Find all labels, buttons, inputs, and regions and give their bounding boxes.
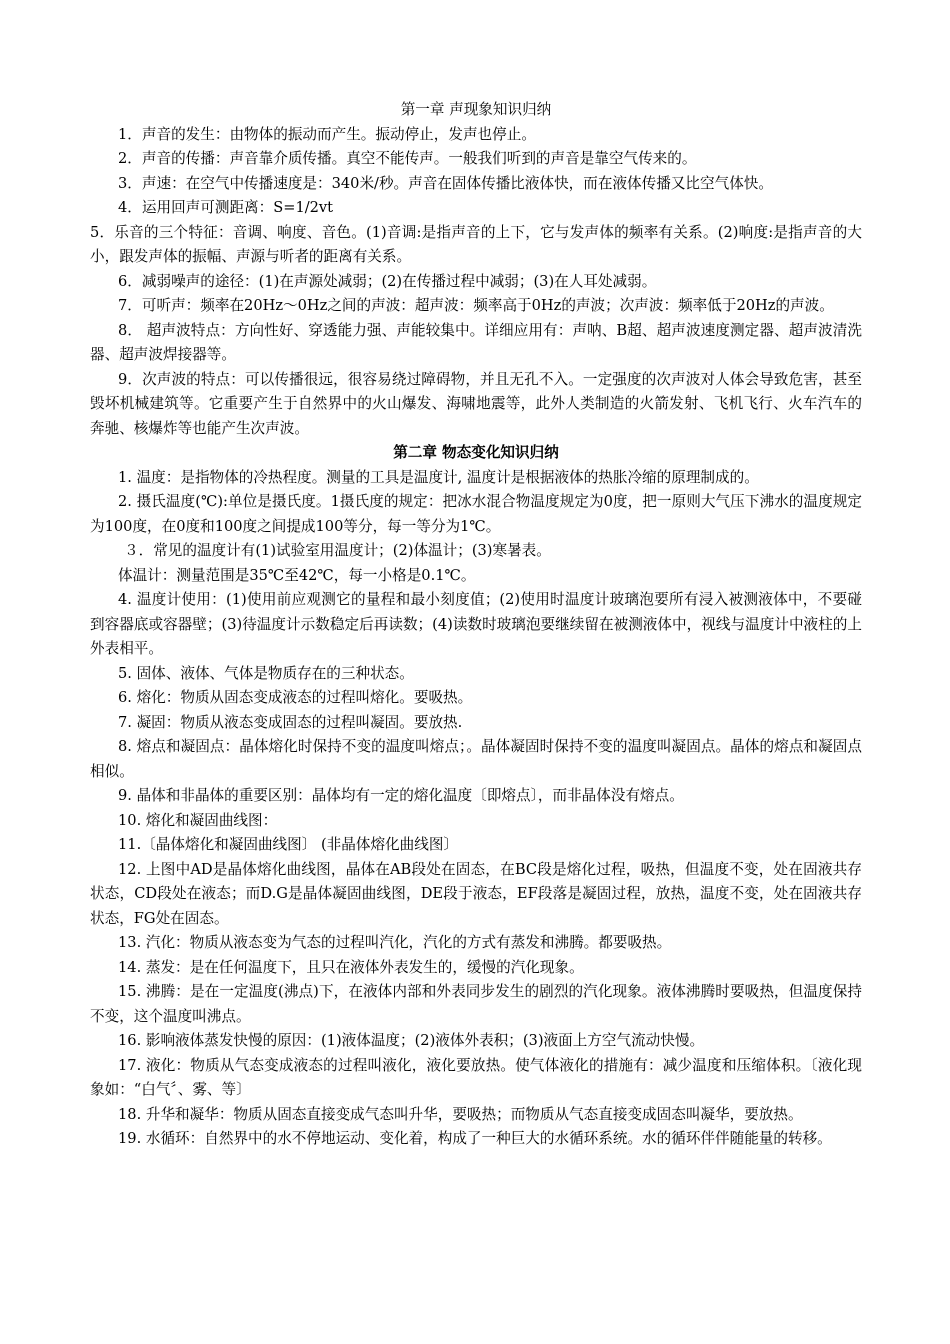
ch1-item-7: 7．可听声：频率在20Hz～0Hz之间的声波：超声波：频率高于0Hz的声波；次声波：频率低于20Hz的声波。 <box>118 297 834 314</box>
ch1-item-8: 8． 超声波特点：方向性好、穿透能力强、声能较集中。详细应用有：声呐、B超、超声波速度测定器、超声波清洗器、超声波焊接器等。 <box>90 321 862 363</box>
ch2-item-13: 13. 汽化：物质从液态变为气态的过程叫汽化，汽化的方式有蒸发和沸腾。都要吸热。 <box>118 934 672 951</box>
ch2-item-8: 8. 熔点和凝固点：晶体熔化时保持不变的温度叫熔点；。晶体凝固时保持不变的温度叫凝固点。晶体的熔点和凝固点相似。 <box>90 738 862 780</box>
ch2-item-1: 1. 温度：是指物体的冷热程度。测量的工具是温度计, 温度计是根据液体的热胀冷缩的原理制成的。 <box>118 468 759 486</box>
ch2-item-5: 5. 固体、液体、气体是物质存在的三种状态。 <box>118 664 414 682</box>
ch1-item-1: 1．声音的发生：由物体的振动而产生。振动停止，发声也停止。 <box>118 125 536 143</box>
ch2-item-9: 9. 晶体和非晶体的重要区别：晶体均有一定的熔化温度〔即熔点〕，而非晶体没有熔点。 <box>118 787 684 804</box>
ch2-item-12: 12. 上图中AD是晶体熔化曲线图，晶体在AB段处在固态，在BC段是熔化过程，吸热，但温度不变，处在固液共存状态，CD段处在液态；而D.G是晶体凝固曲线图，DE段于液态，EF段落是凝固过程，放热，温度不变，处在固液共存状态，FG处在固态。 <box>90 860 862 927</box>
ch2-item-14: 14. 蒸发：是在任何温度下，且只在液体外表发生的，缓慢的汽化现象。 <box>118 958 584 976</box>
ch2-item-7: 7. 凝固：物质从液态变成固态的过程叫凝固。要放热. <box>118 713 463 731</box>
ch1-item-3: 3．声速：在空气中传播速度是：340米/秒。声音在固体传播比液体快，而在液体传播又比空气体快。 <box>118 174 773 192</box>
ch2-item-6: 6. 熔化：物质从固态变成液态的过程叫熔化。要吸热。 <box>118 689 473 706</box>
ch2-item-15: 15. 沸腾：是在一定温度(沸点)下，在液体内部和外表同步发生的剧烈的汽化现象。液体沸腾时要吸热，但温度保持不变，这个温度叫沸点。 <box>90 983 862 1025</box>
ch2-item-3-note: 体温计：测量范围是35℃至42℃，每一小格是0.1℃。 <box>118 566 476 584</box>
document-page <box>90 98 862 1152</box>
ch2-item-19: 19. 水循环：自然界中的水不停地运动、变化着，构成了一种巨大的水循环系统。水的循环伴伴随能量的转移。 <box>118 1130 832 1147</box>
ch2-item-3: ３．常见的温度计有(1)试验室用温度计；(2)体温计；(3)寒暑表。 <box>124 542 551 559</box>
ch1-item-5: 5．乐音的三个特征：音调、响度、音色。(1)音调:是指声音的上下，它与发声体的频率有关系。(2)响度:是指声音的大小，跟发声体的振幅、声源与听者的距离有关系。 <box>90 223 862 265</box>
ch2-item-16: 16. 影响液体蒸发快慢的原因：(1)液体温度；(2)液体外表积；(3)液面上方空气流动快慢。 <box>118 1032 705 1049</box>
ch2-item-11: 11.〔晶体熔化和凝固曲线图〕 (非晶体熔化曲线图〕 <box>118 836 459 853</box>
ch1-item-6: 6．减弱噪声的途径：(1)在声源处减弱；(2)在传播过程中减弱；(3)在人耳处减弱。 <box>118 272 657 290</box>
ch2-item-4: 4. 温度计使用：(1)使用前应观测它的量程和最小刻度值；(2)使用时温度计玻璃泡要所有浸入被测液体中，不要碰到容器底或容器壁；(3)待温度计示数稳定后再读数；(4)读数时玻璃泡要继续留在被测液体中，视线与温度计中液柱的上外表相平。 <box>90 591 862 657</box>
ch2-item-10: 10. 熔化和凝固曲线图： <box>118 811 278 829</box>
ch1-item-9: 9．次声波的特点：可以传播很远，很容易绕过障碍物，并且无孔不入。一定强度的次声波对人体会导致危害，甚至毁坏机械建筑等。它重要产生于自然界中的火山爆发、海啸地震等，此外人类制造的火箭发射、飞机飞行、火车汽车的奔驰、核爆炸等也能产生次声波。 <box>90 370 862 437</box>
ch1-item-4: 4．运用回声可测距离：S=1/2vt <box>118 199 334 216</box>
chapter-1-title: 第一章 声现象知识归纳 <box>400 101 552 118</box>
ch2-item-17: 17. 液化：物质从气态变成液态的过程叫液化，液化要放热。使气体液化的措施有：减少温度和压缩体积。〔液化现象如：“白气〞、雾、等〕 <box>90 1056 862 1098</box>
ch2-item-2: 2. 摄氏温度(℃):单位是摄氏度。1摄氏度的规定：把冰水混合物温度规定为0度，把一原则大气压下沸水的温度规定为100度，在0度和100度之间提成100等分，每一等分为1℃。 <box>90 493 862 535</box>
ch1-item-2: 2．声音的传播：声音靠介质传播。真空不能传声。一般我们听到的声音是靠空气传来的。 <box>118 150 697 167</box>
ch2-item-18: 18. 升华和凝华：物质从固态直接变成气态叫升华，要吸热；而物质从气态直接变成固态叫凝华，要放热。 <box>118 1105 803 1123</box>
chapter-2-title: 第二章 物态变化知识归纳 <box>393 444 559 461</box>
